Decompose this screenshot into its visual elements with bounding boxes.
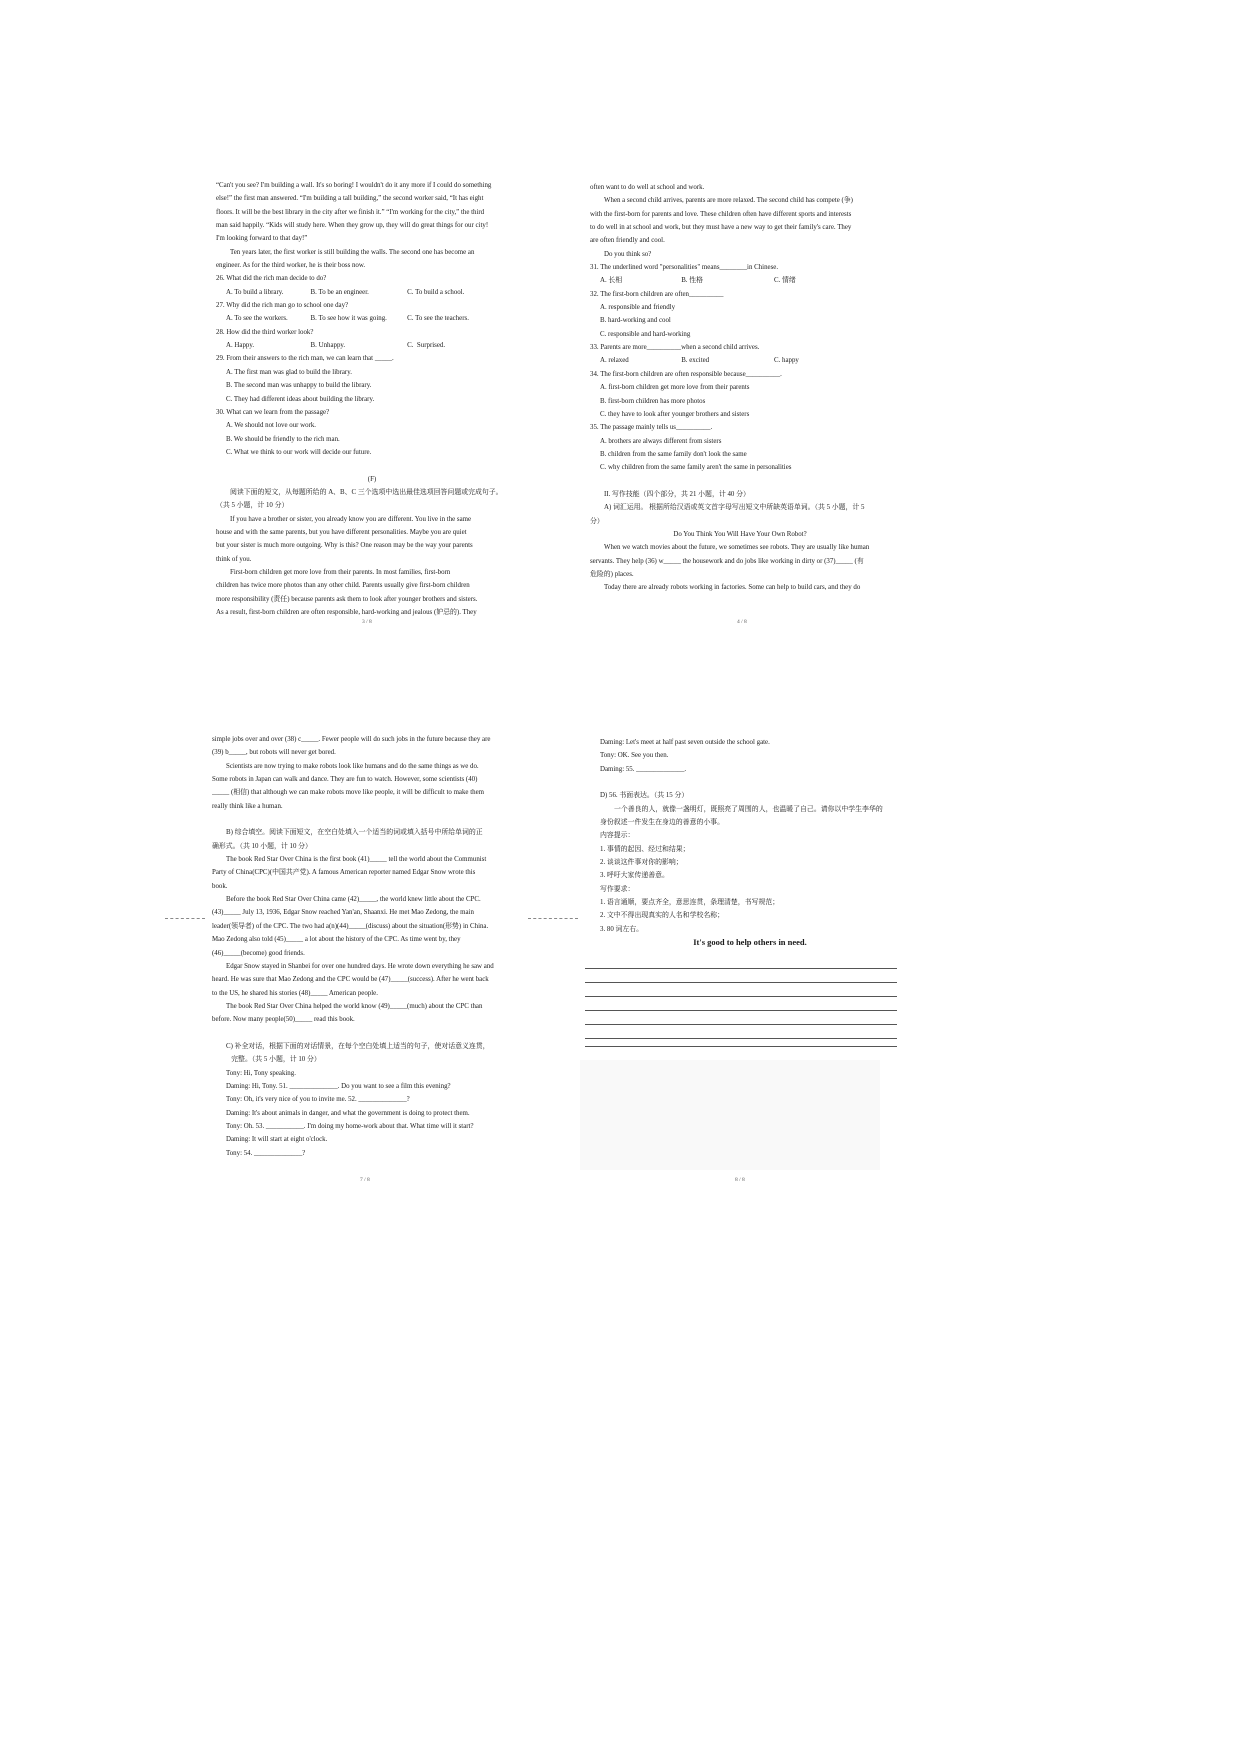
exam-page-8 — [600, 736, 900, 950]
text-line: When a second child arrives, parents are more relaxed. The second child has compete (争) — [604, 197, 853, 205]
text-line: 33. Parents are more__________when a second child arrives. — [590, 344, 760, 352]
text-line: Do you think so? — [604, 250, 652, 258]
text-line: 1. 事情的起因、经过和结果； — [600, 845, 690, 853]
answer-option: B. excited — [681, 357, 710, 365]
text-line: 35. The passage mainly tells us__________. — [590, 424, 713, 432]
page-number: 7 / 8 — [360, 1177, 370, 1183]
text-line: A) 词汇运用。 根据所给汉语或英文首字母写出短文中所缺英语单词。（共 5 小题，计 5 — [604, 504, 865, 512]
text-line: to the US, he shared his stories (48)_____ American people. — [212, 989, 378, 997]
text-line: 28. How did the third worker look? — [216, 328, 314, 336]
text-line: think of you. — [216, 555, 252, 563]
text-line: Some robots in Japan can walk and dance. They are fun to watch. However, some scientists (40) — [212, 776, 478, 784]
page-number: 8 / 8 — [735, 1177, 745, 1183]
fold-mark — [165, 918, 205, 919]
text-line: C. responsible and hard-working — [600, 330, 691, 338]
text-line: Daming: It's about animals in danger, and what the government is doing to protect them. — [226, 1109, 470, 1117]
text-line: _____ (相信) that although we can make robots move like people, it will be difficult to make them — [212, 789, 484, 797]
text-line: Party of China(CPC)(中国共产党). A famous American reporter named Edgar Snow wrote this — [212, 869, 476, 877]
text-line: more responsibility (责任) because parents ask them to look after younger brothers and sisters. — [216, 595, 478, 603]
fold-mark — [528, 918, 578, 919]
text-line: 2. 文中不得出现真实的人名和学校名称； — [600, 912, 725, 920]
text-line: heard. He was sure that Mao Zedong and the CPC would be (47)_____(success). After he went back — [212, 976, 489, 984]
text-line: 写作要求： — [600, 885, 635, 893]
text-line: 3. 80 词左右。 — [600, 925, 644, 933]
text-line: 29. From their answers to the rich man, we can learn that _____. — [216, 355, 394, 363]
answer-options — [216, 312, 528, 325]
text-line: Before the book Red Star Over China came (42)_____, the world knew little about the CPC. — [226, 896, 481, 904]
text-line: C. they have to look after younger brothers and sisters — [600, 410, 750, 418]
text-line: 2. 谈谈这件事对你的影响； — [600, 859, 683, 867]
text-line: 32. The first-born children are often__________ — [590, 290, 724, 298]
text-line: A. The first man was glad to build the library. — [226, 368, 352, 376]
answer-option: B. To see how it was going. — [310, 315, 387, 323]
text-line: (39) b_____, but robots will never get bored. — [212, 749, 336, 757]
text-line: 完整。（共 5 小题，计 10 分） — [226, 1056, 321, 1064]
answer-option: C. 情绪 — [773, 277, 796, 285]
answer-options — [216, 286, 528, 299]
text-line: with the first-born for parents and love. These children often have different sports and interests — [590, 210, 852, 218]
text-line: 一个善良的人，就像一盏明灯，既照亮了周围的人，也温暖了自己。请你以中学生李华的 — [614, 805, 883, 813]
text-line — [216, 459, 528, 472]
writing-line — [585, 1010, 897, 1011]
answer-option: C. To build a school. — [407, 288, 465, 296]
text-line: （共 5 小题，计 10 分） — [216, 502, 289, 510]
text-line: 30. What can we learn from the passage? — [216, 408, 330, 416]
text-line: As a result, first-born children are often responsible, hard-working and jealous (妒忌的). They — [216, 609, 477, 616]
answer-option: C. happy — [773, 357, 799, 365]
text-line: leader(领导者) of the CPC. The two had a(n)(44)_____(discuss) about the situation(形势) in China. — [212, 922, 489, 930]
writing-line — [585, 1038, 897, 1039]
text-line: Daming: Hi, Tony. 51. ______________. Do you want to see a film this evening? — [226, 1082, 451, 1090]
answer-option: A. Happy. — [226, 342, 255, 350]
exam-page-7 — [212, 733, 524, 1160]
text-line: Daming: Let's meet at half past seven outside the school gate. — [600, 739, 770, 746]
answer-options — [216, 339, 528, 352]
text-line: Tony: 54. ______________? — [226, 1149, 306, 1157]
scan-noise — [580, 1060, 880, 1170]
answer-options — [590, 274, 890, 287]
text-line: The book Red Star Over China helped the world know (49)_____(much) about the CPC than — [226, 1002, 483, 1010]
answer-option: C. To see the teachers. — [407, 315, 469, 323]
text-line: B. The second man was unhappy to build the library. — [226, 382, 372, 390]
text-line: book. — [212, 882, 228, 890]
text-line: Today there are already robots working in factories. Some can help to build cars, and they do — [604, 584, 861, 592]
answer-option: A. relaxed — [600, 357, 629, 365]
text-line: When we watch movies about the future, we sometimes see robots. They are usually like human — [604, 544, 870, 552]
text-line: 身份叙述一件发生在身边的善意的小事。 — [600, 819, 725, 827]
answer-option: B. Unhappy. — [310, 342, 346, 350]
text-line: C. why children from the same family aren't the same in personalities — [600, 464, 792, 472]
text-line: A. responsible and friendly — [600, 304, 676, 312]
text-line: C) 补全对话，根据下面的对话情景，在每个空白处填上适当的句子，使对话意义连贯， — [226, 1042, 490, 1050]
text-line: If you have a brother or sister, you already know you are different. You live in the same — [230, 515, 472, 523]
text-line: II. 写作技能（四个部分，共 21 小题，计 40 分） — [604, 490, 750, 498]
writing-line — [585, 968, 897, 969]
text-line: 34. The first-born children are often responsible because__________. — [590, 370, 782, 378]
text-line: Mao Zedong also told (45)_____ a lot about the history of the CPC. As time went by, they — [212, 936, 461, 944]
answer-option: A. To build a library. — [226, 288, 284, 296]
text-line: B. first-born children has more photos — [600, 397, 706, 405]
text-line — [600, 776, 900, 789]
text-line: First-born children get more love from their parents. In most families, first-born — [230, 568, 451, 576]
text-line: else!” the first man answered. “I'm building a tall building,” the second worker said, “It has eight — [216, 195, 484, 203]
text-line: B. hard-working and cool — [600, 317, 671, 325]
text-line: “Can't you see? I'm building a wall. It's so boring! I wouldn't do it any more if I could do something — [216, 182, 492, 189]
text-line: A. brothers are always different from sisters — [600, 437, 722, 445]
text-line: to do well in at school and work, but they must have a new way to get their family's care. They — [590, 224, 852, 232]
text-line: Tony: Oh. 53. ___________. I'm doing my home-work about that. What time will it start? — [226, 1122, 474, 1130]
text-line: 分） — [590, 517, 604, 525]
answer-option: C. Surprised. — [407, 342, 446, 350]
text-line: The book Red Star Over China is the first book (41)_____ tell the world about the Communist — [226, 856, 487, 864]
text-line: I'm looking forward to that day!” — [216, 235, 308, 243]
page-number: 3 / 8 — [362, 619, 372, 625]
text-line: house and with the same parents, but you have different personalities. Maybe you are quiet — [216, 528, 467, 536]
text-line — [212, 1027, 524, 1040]
answer-options — [590, 354, 890, 367]
text-line: but your sister is much more outgoing. Why is this? One reason may be the way your parents — [216, 542, 473, 550]
text-line: are often friendly and cool. — [590, 237, 665, 245]
writing-line — [585, 982, 897, 983]
text-line: 31. The underlined word "personalities" means________in Chinese. — [590, 264, 779, 272]
text-line: children has twice more photos than any other child. Parents usually give first-born children — [216, 582, 470, 590]
text-line: Scientists are now trying to make robots look like humans and do the same things as we do. — [226, 762, 479, 770]
text-line: Tony: OK. See you then. — [600, 752, 669, 760]
text-line: Tony: Oh, it's very nice of you to invite me. 52. ______________? — [226, 1096, 410, 1104]
text-line: A. We should not love our work. — [226, 422, 317, 430]
text-line — [212, 813, 524, 826]
page-number: 4 / 8 — [737, 619, 747, 625]
text-line: (46)_____(become) good friends. — [212, 949, 305, 957]
text-line: C. What we think to our work will decide our future. — [226, 448, 372, 456]
text-line: (F) — [367, 475, 377, 483]
text-line: often want to do well at school and work. — [590, 184, 705, 191]
text-line: really think like a human. — [212, 802, 283, 810]
writing-line — [585, 1024, 897, 1025]
text-line: floors. It will be the best library in the city after we finish it.” “I'm working for the city,” the third — [216, 208, 485, 216]
text-line: Daming: 55. ______________. — [600, 765, 687, 773]
text-line: Daming: It will start at eight o'clock. — [226, 1136, 328, 1144]
text-line: D) 56. 书面表达。（共 15 分） — [600, 792, 689, 800]
essay-title: It's good to help others in need. — [693, 937, 807, 948]
text-line: 3. 呼吁大家传递善意。 — [600, 872, 669, 880]
text-line: B) 综合填空。阅读下面短文，在空白处填入一个适当的词或填入括号中所给单词的正 — [226, 829, 483, 837]
text-line: servants. They help (36) w_____ the housework and do jobs like working in dirty or (37)_____ (有 — [590, 557, 864, 565]
exam-page-4 — [590, 181, 890, 595]
text-line: engineer. As for the third worker, he is their boss now. — [216, 262, 366, 270]
answer-option: B. To be an engineer. — [310, 288, 369, 296]
text-line: 危险的) places. — [590, 570, 634, 578]
text-line: Ten years later, the first worker is still building the walls. The second one has become an — [230, 248, 475, 256]
text-line: A. first-born children get more love from their parents — [600, 384, 750, 392]
text-line: Do You Think You Will Have Your Own Robot? — [673, 530, 807, 538]
exam-page-3 — [216, 179, 528, 619]
text-line: 27. Why did the rich man go to school one day? — [216, 302, 349, 310]
text-line: Tony: Hi, Tony speaking. — [226, 1069, 296, 1077]
writing-line — [585, 1046, 897, 1047]
text-line: B. We should be friendly to the rich man. — [226, 435, 340, 443]
answer-option: A. To see the workers. — [226, 315, 288, 323]
text-line: 内容提示： — [600, 832, 635, 840]
answer-option: B. 性格 — [681, 277, 704, 285]
text-line: B. children from the same family don't look the same — [600, 450, 747, 458]
text-line: simple jobs over and over (38) c_____. Fewer people will do such jobs in the future because they are — [212, 736, 491, 743]
text-line: (43)_____ July 13, 1936, Edgar Snow reached Yan'an, Shaanxi. He met Mao Zedong, the main — [212, 909, 474, 917]
writing-line — [585, 996, 897, 997]
text-line: C. They had different ideas about building the library. — [226, 395, 375, 403]
text-line: 26. What did the rich man decide to do? — [216, 275, 327, 283]
text-line: 1. 语言通顺，要点齐全，意思连贯，条理清楚，书写规范； — [600, 899, 780, 907]
text-line: 阅读下面的短文，从每题所给的 A、B、C 三个选项中选出最佳选项回答问题或完成句子。 — [230, 488, 503, 496]
text-line: 确形式。（共 10 小题，计 10 分） — [212, 842, 312, 850]
text-line: man said happily. “Kids will study here. When they grow up, they will do great things for our city! — [216, 222, 489, 230]
text-line: Edgar Snow stayed in Shanbei for over one hundred days. He wrote down everything he saw and — [226, 962, 494, 970]
text-line: before. Now many people(50)_____ read this book. — [212, 1016, 355, 1024]
answer-option: A. 长相 — [600, 277, 623, 285]
text-line — [590, 475, 890, 488]
